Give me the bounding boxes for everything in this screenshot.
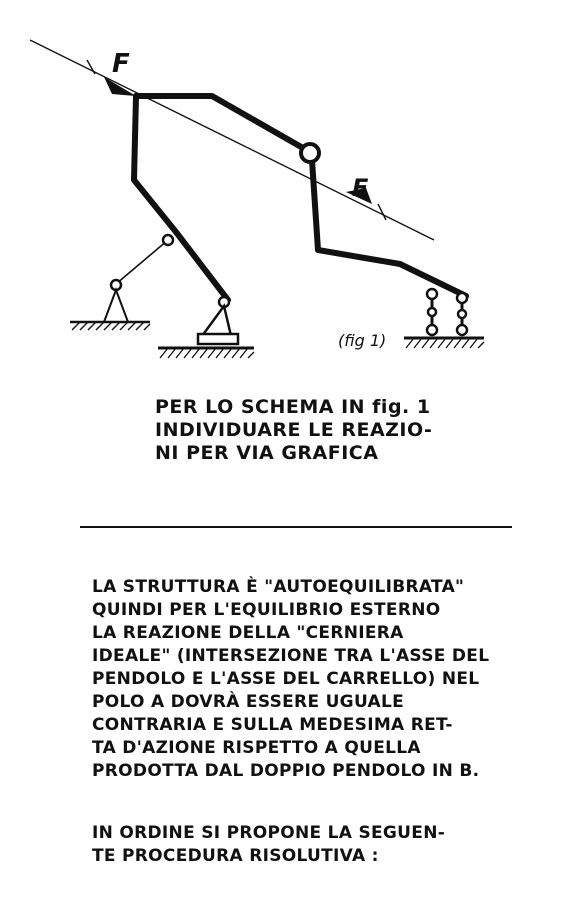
double-pendulum-hinge-4 (458, 310, 466, 318)
double-pendulum-hinge-6 (457, 325, 467, 335)
frame-top-member (136, 96, 310, 152)
note-line: LA REAZIONE DELLA "CERNIERA (92, 623, 404, 643)
task-line-3: NI PER VIA GRAFICA (155, 442, 379, 464)
note-line: PRODOTTA DAL DOPPIO PENDOLO IN B. (92, 761, 480, 781)
pendulum-support (104, 290, 128, 322)
note-line: LA STRUTTURA È "AUTOEQUILIBRATA" (92, 577, 465, 597)
note-line: QUINDI PER L'EQUILIBRIO ESTERNO (92, 600, 441, 620)
double-pendulum-hinge-2 (457, 293, 467, 303)
double-pendulum-hinge-1 (427, 289, 437, 299)
task-statement (155, 396, 432, 464)
pendulum-rod (116, 240, 168, 284)
task-line-2: INDIVIDUARE LE REAZIO- (155, 419, 433, 441)
structure-figure (30, 40, 484, 358)
note-line: TA D'AZIONE RISPETTO A QUELLA (92, 738, 421, 758)
force-line-tick-right (378, 204, 386, 220)
internal-hinge (301, 144, 319, 162)
force-line-of-action (30, 40, 434, 240)
roller-carriage (198, 334, 238, 344)
note-line: POLO A DOVRÀ ESSERE UGUALE (92, 692, 405, 712)
note-line: TE PROCEDURA RISOLUTIVA : (92, 846, 379, 866)
frame-left-member (134, 96, 228, 300)
pendulum-top-hinge (163, 235, 173, 245)
force-label-right: F (352, 174, 369, 202)
note-line: IN ORDINE SI PROPONE LA SEGUEN- (92, 823, 446, 843)
note-line: IDEALE" (INTERSEZIONE TRA L'ASSE DEL (92, 646, 490, 666)
frame-right-member (312, 160, 466, 296)
note-line: PENDOLO E L'ASSE DEL CARRELLO) NEL (92, 669, 480, 689)
note-line: CONTRARIA E SULLA MEDESIMA RET- (92, 715, 453, 735)
force-line-tick-top (87, 60, 95, 74)
notes-paragraph-2 (92, 823, 445, 866)
force-arrow-top (104, 77, 136, 96)
notes-paragraph-1 (92, 575, 489, 781)
force-label-top: F (112, 49, 130, 79)
task-line-1: PER LO SCHEMA IN fig. 1 (155, 396, 431, 418)
double-pendulum-hinge-5 (427, 325, 437, 335)
double-pendulum-hinge-3 (428, 308, 436, 316)
figure-caption: (fig 1) (338, 331, 387, 350)
